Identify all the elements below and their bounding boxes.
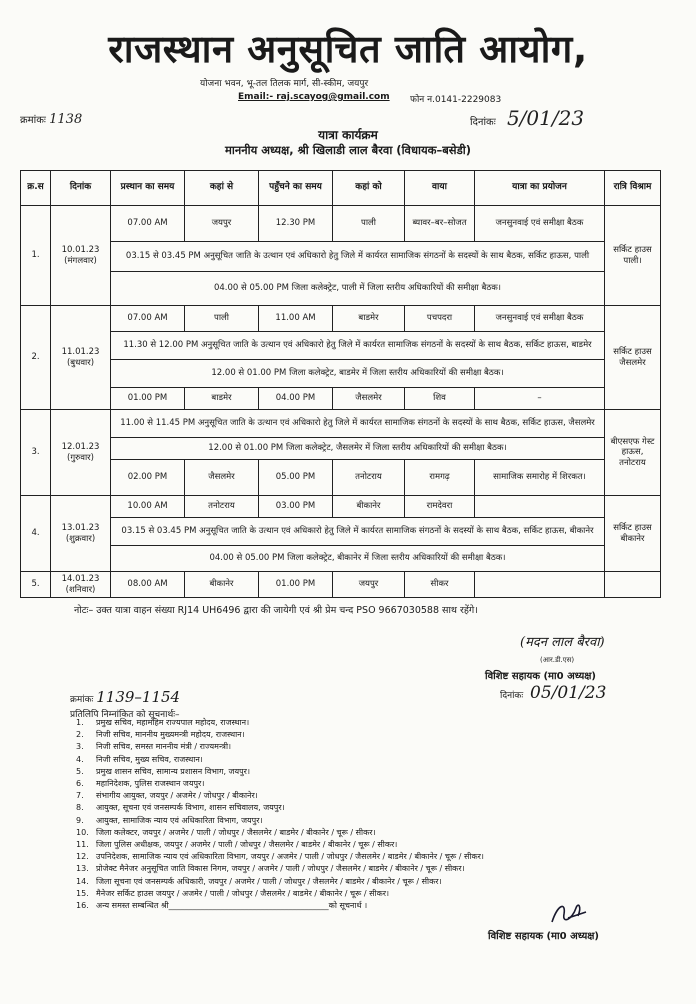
from-place: जैसलमेर (185, 460, 259, 496)
issue-date-value: 5/01/23 (506, 106, 585, 130)
serial-number: 5. (21, 572, 51, 598)
night-stay: सर्किट हाउस बीकानेर (605, 496, 661, 572)
night-stay: सर्किट हाउस जैसलमेर (605, 306, 661, 410)
date-text: 12.01.23 (61, 441, 100, 452)
distribution-item-number: 6. (76, 779, 84, 789)
distribution-item-number: 9. (76, 815, 84, 825)
arrival-time: 04.00 PM (259, 388, 333, 410)
departure-time: 10.00 AM (111, 496, 185, 518)
distribution-item-text: आयुक्त, सूचना एवं जनसम्पर्क विभाग, शासन सचिवालय, जयपुर। (96, 803, 285, 813)
table-row (21, 360, 661, 388)
review-meeting-note: 04.00 से 05.00 PM जिला कलेक्ट्रेट, बीकानेर में जिला स्तरीय अधिकारियों की समीक्षा बैठक। (111, 546, 605, 572)
departure-time: 07.00 AM (111, 206, 185, 242)
distribution-item-number: 2. (76, 730, 84, 740)
weekday-text: (मंगलवार) (64, 255, 97, 266)
distribution-item-text: संभागीय आयुक्त, जयपुर / अजमेर / जोधपुर / बीकानेर। (96, 791, 258, 801)
signature-scribble (548, 898, 588, 928)
via-place: शिव (405, 388, 475, 410)
distribution-item (76, 900, 484, 912)
arrival-time: 05.00 PM (259, 460, 333, 496)
purpose (475, 572, 605, 598)
table-row (21, 572, 661, 598)
serial-number: 4. (21, 496, 51, 572)
to-place: जैसलमेर (333, 388, 405, 410)
distribution-item-number: 13. (76, 864, 89, 874)
office-address: योजना भवन, भू-तल तिलक मार्ग, सी-स्कीम, जयपुर (200, 79, 369, 89)
column-header: वाया (405, 171, 475, 206)
distribution-item-number: 1. (76, 718, 84, 727)
from-place: बाडमेर (185, 388, 259, 410)
via-place: पचपदरा (405, 306, 475, 332)
distribution-item-text: जिला कलेक्टर, जयपुर / अजमेर / पाली / जोधपुर / जैसलमेर / बाडमेर / बीकानेर / चूरू / सीकर। (96, 827, 376, 837)
weekday-text: (शुक्रवार) (65, 533, 96, 544)
date-cell (51, 496, 111, 572)
distribution-item-text: प्रोजेक्ट मैनेजर अनुसूचित जाति विकास निगम, जयपुर / अजमेर / पाली / जोधपुर / जैसलमेर / बाडमेर / बीकानेर / चूरू / सीकर। (96, 864, 465, 874)
column-header: पहुँचने का समय (259, 171, 333, 206)
via-place: रामगढ़ (405, 460, 475, 496)
from-place: पाली (185, 306, 259, 332)
distribution-item-text: प्रमुख शासन सचिव, सामान्य प्रशासन विभाग, जयपुर। (96, 766, 250, 776)
table-row (21, 332, 661, 360)
distribution-item-number: 3. (76, 742, 84, 752)
table-row (21, 460, 661, 496)
distribution-item-text: आयुक्त, सामाजिक न्याय एवं अधिकारिता विभाग, जयपुर। (96, 815, 263, 825)
table-row (21, 306, 661, 332)
review-meeting-note: 04.00 से 05.00 PM जिला कलेक्ट्रेट, पाली में जिला स्तरीय अधिकारियों की समीक्षा बैठक। (111, 272, 605, 306)
signatory-name: (मदन लाल बैरवा) (520, 635, 605, 650)
distribution-item (76, 839, 484, 851)
distribution-item (76, 851, 484, 863)
distribution-item-text: उपनिदेशक, सामाजिक न्याय एवं अधिकारिता विभाग, जयपुर / अजमेर / पाली / जोधपुर / जैसलमेर / बाडमेर / बीकानेर / चूरू / सीकर। (96, 852, 484, 862)
date-text: 11.01.23 (61, 346, 100, 357)
document-title: राजस्थान अनुसूचित जाति आयोग, (108, 27, 588, 71)
distribution-item-number: 14. (76, 876, 89, 886)
arrival-time: 11.00 AM (259, 306, 333, 332)
date-text: 14.01.23 (61, 573, 100, 584)
weekday-text: (शनिवार) (65, 584, 96, 595)
reference-value: 1138 (49, 112, 83, 127)
signatory-designation-2: विशिष्ट सहायक (मा0 अध्यक्ष) (488, 931, 600, 942)
vehicle-note: नोटः– उक्त यात्रा वाहन संख्या RJ14 UH6496 द्वारा की जायेगी एवं श्री प्रेम चन्द PSO 9667030588 साथ रहेंगे। (74, 605, 478, 616)
arrival-time: 12.30 PM (259, 206, 333, 242)
meeting-note: 03.15 से 03.45 PM अनुसूचित जाति के उत्थान एवं अधिकारो हेतु जिले में कार्यरत सामाजिक संगठनों के सदस्यों के साथ बैठक, सर्किट हाऊस, बीकानेर (111, 518, 605, 546)
itinerary-table (20, 170, 661, 598)
date-cell (51, 306, 111, 410)
date-cell (51, 410, 111, 496)
distribution-item (76, 754, 484, 766)
departure-time: 02.00 PM (111, 460, 185, 496)
to-place: बीकानेर (333, 496, 405, 518)
issue-date-label: दिनांकः (470, 117, 496, 128)
reference-label: क्रमांकः (20, 115, 46, 126)
program-heading: यात्रा कार्यक्रम (318, 128, 378, 142)
distribution-item (76, 741, 484, 753)
distribution-item-text: निजी सचिव, समस्त माननीय मंत्री / राज्यमन्त्री। (96, 742, 232, 752)
purpose: – (475, 388, 605, 410)
email-link[interactable]: Email:- raj.scayog@gmail.com (238, 92, 390, 102)
copy-reference (70, 688, 180, 706)
departure-time: 08.00 AM (111, 572, 185, 598)
column-header: प्रस्थान का समय (111, 171, 185, 206)
via-place: रामदेवरा (405, 496, 475, 518)
distribution-item-text: निजी सचिव, माननीय मुख्यमन्त्री महोदय, राजस्थान। (96, 730, 245, 740)
night-stay: सर्किट हाउस पाली। (605, 206, 661, 306)
distribution-item-text: जिला पुलिस अधीक्षक, जयपुर / अजमेर / पाली / जोधपुर / जैसलमेर / बाडमेर / बीकानेर / चूरू / सीकर। (96, 840, 398, 850)
distribution-item-number: 11. (76, 840, 89, 850)
distribution-item-number: 5. (76, 766, 84, 776)
distribution-item (76, 790, 484, 802)
distribution-item-number: 7. (76, 791, 84, 801)
date-text: 10.01.23 (61, 244, 100, 255)
meeting-note: 11.30 से 12.00 PM अनुसूचित जाति के उत्थान एवं अधिकारो हेतु जिले में कार्यरत सामाजिक संगठनों के सदस्यों के साथ बैठक, सर्किट हाऊस, बाडमेर (111, 332, 605, 360)
to-place: पाली (333, 206, 405, 242)
distribution-item-text: निजी सचिव, मुख्य सचिव, राजस्थान। (96, 754, 203, 764)
table-header-row (21, 171, 661, 206)
purpose: जनसुनवाई एवं समीक्षा बैठक (475, 206, 605, 242)
distribution-item-number: 4. (76, 754, 84, 764)
purpose (475, 496, 605, 518)
departure-time: 07.00 AM (111, 306, 185, 332)
copy-intro: प्रतिलिपि निम्नांकित को सूचनार्थः– (70, 710, 180, 720)
copy-date-label: दिनांकः (500, 691, 524, 701)
column-header: यात्रा का प्रयोजन (475, 171, 605, 206)
from-place: तनोटराय (185, 496, 259, 518)
arrival-time: 01.00 PM (259, 572, 333, 598)
to-place: तनोटराय (333, 460, 405, 496)
weekday-text: (बुधवार) (66, 357, 95, 368)
reference-number (20, 112, 82, 127)
copy-date-value: 05/01/23 (530, 683, 607, 703)
review-meeting-note: 12.00 से 01.00 PM जिला कलेक्ट्रेट, जैसलमेर में जिला स्तरीय अधिकारियों की समीक्षा बैठक। (111, 438, 605, 460)
purpose: जनसुनवाई एवं समीक्षा बैठक (475, 306, 605, 332)
distribution-item (76, 815, 484, 827)
column-header: रात्रि विश्राम (605, 171, 661, 206)
from-place: जयपुर (185, 206, 259, 242)
phone-number: फोन न.0141-2229083 (410, 95, 502, 105)
table-row (21, 242, 661, 272)
table-row (21, 438, 661, 460)
distribution-item-number: 12. (76, 852, 89, 862)
distribution-list (76, 717, 484, 912)
meeting-note: 03.15 से 03.45 PM अनुसूचित जाति के उत्थान एवं अधिकारो हेतु जिले में कार्यरत सामाजिक संगठनों के सदस्यों के साथ बैठक, सर्किट हाऊस, पाली (111, 242, 605, 272)
night-stay (605, 572, 661, 598)
distribution-item-number: 15. (76, 888, 89, 898)
table-row (21, 388, 661, 410)
table-row (21, 546, 661, 572)
distribution-item (76, 802, 484, 814)
distribution-item-number: 16. (76, 901, 89, 911)
via-place: सीकर (405, 572, 475, 598)
distribution-item (76, 729, 484, 741)
signatory-service-tag: (आर.डी.एस) (540, 656, 575, 664)
serial-number: 1. (21, 206, 51, 306)
date-cell (51, 572, 111, 598)
copy-date (500, 683, 606, 703)
distribution-item-text: प्रमुख सचिव, महामहिम राज्यपाल महोदय, राजस्थान। (96, 718, 250, 727)
meeting-note: 11.00 से 11.45 PM अनुसूचित जाति के उत्थान एवं अधिकारो हेतु जिले में कार्यरत सामाजिक संगठनों के सदस्यों के साथ बैठक, सर्किट हाऊस, जैसलमेर (111, 410, 605, 438)
column-header: क्र.स (21, 171, 51, 206)
distribution-item (76, 876, 484, 888)
table-row (21, 272, 661, 306)
purpose: सामाजिक समारोह में शिरकत। (475, 460, 605, 496)
distribution-item (76, 888, 484, 900)
to-place: बाडमेर (333, 306, 405, 332)
program-subheading: माननीय अध्यक्ष, श्री खिलाडी लाल बैरवा (विधायक–बसेडी) (225, 143, 471, 157)
table-row (21, 496, 661, 518)
distribution-item (76, 717, 484, 729)
departure-time: 01.00 PM (111, 388, 185, 410)
distribution-item (76, 766, 484, 778)
signatory-designation: विशिष्ट सहायक (मा0 अध्यक्ष) (485, 671, 597, 682)
distribution-item-number: 8. (76, 803, 84, 813)
distribution-item-text: महानिदेशक, पुलिस राजस्थान जयपुर। (96, 779, 205, 789)
from-place: बीकानेर (185, 572, 259, 598)
table-row (21, 518, 661, 546)
table-row (21, 206, 661, 242)
distribution-item-text: मैनेजर सर्किट हाउस जयपुर / अजमेर / पाली / जोधपुर / जैसलमेर / बाडमेर / बीकानेर / चूरू / सीकर। (96, 888, 390, 898)
copy-reference-label: क्रमांकः (70, 695, 94, 705)
night-stay: बीएसएफ गेस्ट हाऊस, तनोटराय (605, 410, 661, 496)
column-header: कहां से (185, 171, 259, 206)
serial-number: 2. (21, 306, 51, 410)
via-place: ब्यावर–बर–सोजत (405, 206, 475, 242)
distribution-item-text: अन्य समस्त सम्बन्धित श्री________________________________________को सूचनार्थ । (96, 901, 368, 911)
arrival-time: 03.00 PM (259, 496, 333, 518)
distribution-item (76, 778, 484, 790)
serial-number: 3. (21, 410, 51, 496)
table-row (21, 410, 661, 438)
column-header: कहां को (333, 171, 405, 206)
distribution-item (76, 827, 484, 839)
column-header: दिनांक (51, 171, 111, 206)
copy-reference-value: 1139–1154 (96, 688, 181, 706)
distribution-item-number: 10. (76, 827, 89, 837)
weekday-text: (गुरुवार) (67, 452, 94, 463)
to-place: जयपुर (333, 572, 405, 598)
distribution-item (76, 863, 484, 875)
distribution-item-text: जिला सूचना एवं जनसम्पर्क अधिकारी, जयपुर / अजमेर / पाली / जोधपुर / जैसलमेर / बाडमेर / बीकानेर / चूरू / सीकर। (96, 876, 442, 886)
review-meeting-note: 12.00 से 01.00 PM जिला कलेक्ट्रेट, बाडमेर में जिला स्तरीय अधिकारियों की समीक्षा बैठक। (111, 360, 605, 388)
date-text: 13.01.23 (61, 522, 100, 533)
date-cell (51, 206, 111, 306)
